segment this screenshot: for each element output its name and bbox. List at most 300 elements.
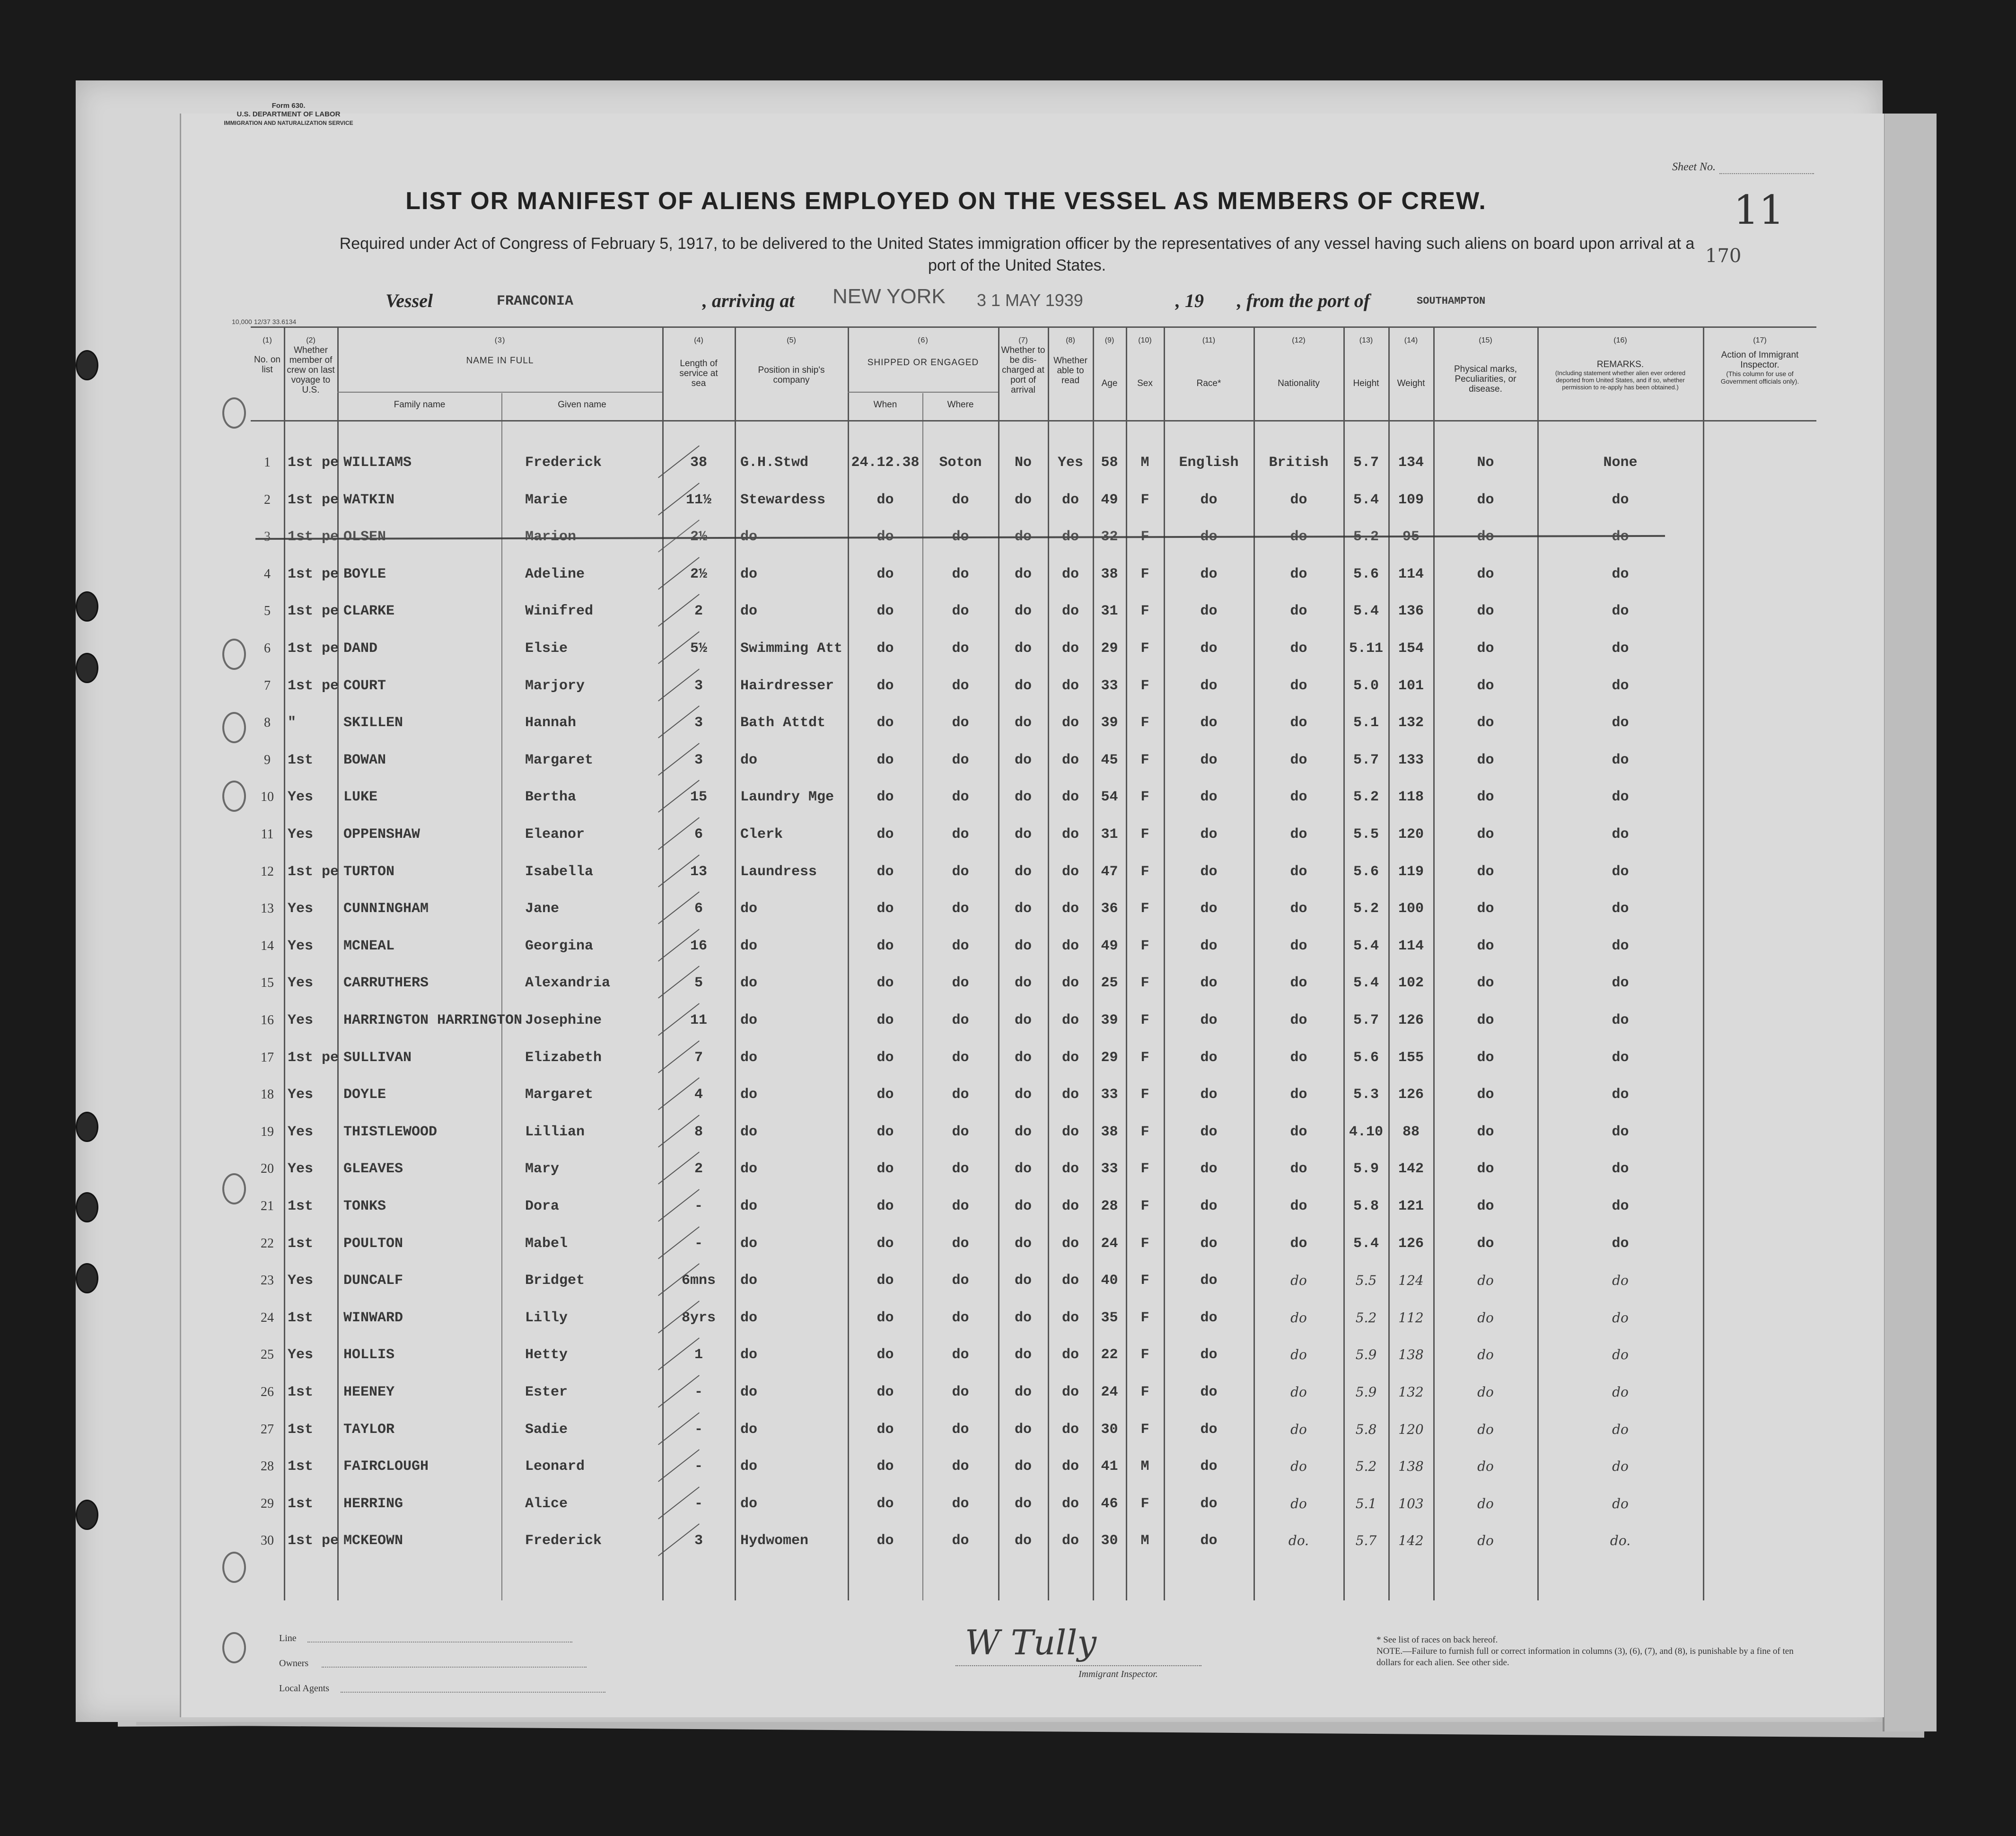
cell-nat: do: [1290, 1384, 1307, 1400]
cell-position: Clerk: [740, 826, 783, 843]
cell-where: do: [952, 1161, 969, 1177]
cell-race: do: [1200, 1533, 1218, 1549]
cell-position: do: [740, 1012, 758, 1028]
cell-sex: F: [1140, 715, 1149, 731]
table-row: [251, 668, 1816, 704]
cell-position: do: [740, 566, 758, 582]
cell-sex: M: [1140, 1458, 1149, 1475]
manifest-table: [251, 326, 1816, 1600]
cell-marks: do: [1477, 789, 1494, 806]
cell-where: do: [952, 1347, 969, 1363]
cell-sex: M: [1140, 455, 1149, 471]
cell-sex: F: [1140, 1273, 1149, 1289]
cell-sex: F: [1140, 529, 1149, 545]
header-col-12: (12) Nationality: [1278, 336, 1320, 388]
cell-no: 20: [261, 1161, 274, 1177]
cell-nat: do: [1290, 938, 1307, 954]
cell-when: do: [877, 1309, 894, 1326]
cell-height: 5.4: [1353, 603, 1379, 620]
cell-weight: 112: [1398, 1309, 1424, 1326]
cell-weight: 132: [1398, 715, 1424, 731]
cell-family: MCNEAL: [343, 938, 395, 954]
cell-weight: 101: [1398, 677, 1424, 694]
cell-where: do: [952, 566, 969, 582]
cell-sex: F: [1140, 603, 1149, 620]
cell-given: Dora: [525, 1198, 560, 1214]
cell-read: do: [1061, 863, 1079, 880]
cell-nat: do: [1290, 1198, 1307, 1214]
cell-family: THISTLEWOOD: [343, 1124, 438, 1140]
cell-read: do: [1061, 1495, 1079, 1512]
cell-age: 41: [1101, 1458, 1118, 1475]
cell-position: do: [740, 1309, 758, 1326]
cell-nat: do: [1290, 1087, 1307, 1103]
cell-service: 2½: [690, 529, 707, 545]
cell-read: do: [1061, 975, 1079, 992]
cell-read: do: [1061, 715, 1079, 731]
cell-last: 1st pe: [288, 677, 339, 694]
cell-service: 3: [694, 715, 703, 731]
cell-read: do: [1061, 1458, 1079, 1475]
cell-given: Frederick: [525, 1533, 602, 1549]
cell-last: 1st pe: [288, 529, 339, 545]
cell-family: LUKE: [343, 789, 378, 806]
cell-age: 30: [1101, 1533, 1118, 1549]
cell-disch: do: [1014, 1458, 1032, 1475]
cell-height: 5.4: [1353, 975, 1379, 992]
cell-age: 33: [1101, 1161, 1118, 1177]
cell-marks: do: [1477, 492, 1494, 508]
punch-hole: [76, 350, 98, 380]
cell-age: 33: [1101, 677, 1118, 694]
cell-when: do: [877, 1458, 894, 1475]
cell-age: 32: [1101, 529, 1118, 545]
cell-last: 1st pe: [288, 641, 339, 657]
cell-remarks: None: [1603, 455, 1638, 471]
inspector-line: [955, 1665, 1201, 1666]
cell-when: do: [877, 566, 894, 582]
cell-age: 30: [1101, 1421, 1118, 1438]
header-col-3b: Given name: [558, 400, 606, 410]
cell-position: do: [740, 1161, 758, 1177]
cell-no: 4: [264, 566, 271, 581]
cell-marks: do: [1477, 677, 1494, 694]
cell-weight: 109: [1398, 492, 1424, 508]
cell-sex: F: [1140, 1421, 1149, 1438]
cell-remarks: do: [1612, 1347, 1629, 1363]
cell-marks: do: [1477, 1458, 1494, 1475]
punch-hole: [76, 653, 98, 683]
cell-nat: do.: [1288, 1533, 1309, 1549]
cell-position: Bath Attdt: [740, 715, 826, 731]
cell-nat: do: [1290, 1161, 1307, 1177]
cell-service: 2: [694, 1161, 703, 1177]
cell-disch: do: [1014, 1533, 1032, 1549]
cell-race: do: [1200, 566, 1218, 582]
cell-read: do: [1061, 1347, 1079, 1363]
cell-nat: do: [1290, 1495, 1307, 1511]
cell-where: Soton: [939, 455, 982, 471]
vessel-label: Vessel: [386, 290, 433, 311]
sheet-number-handwritten: 11: [1734, 187, 1784, 233]
cell-disch: No: [1014, 455, 1032, 471]
cell-sex: F: [1140, 641, 1149, 657]
cell-remarks: do: [1612, 1309, 1629, 1326]
cell-where: do: [952, 1309, 969, 1326]
cell-family: CARRUTHERS: [343, 975, 429, 992]
cell-read: do: [1061, 641, 1079, 657]
cell-marks: do: [1477, 1533, 1494, 1549]
punch-hole: [76, 1500, 98, 1530]
cell-nat: do: [1290, 1421, 1307, 1437]
cell-disch: do: [1014, 1198, 1032, 1214]
cell-height: 5.8: [1355, 1421, 1377, 1437]
service: IMMIGRATION AND NATURALIZATION SERVICE: [224, 120, 353, 126]
cell-where: do: [952, 1273, 969, 1289]
cell-race: do: [1200, 1458, 1218, 1475]
cell-sex: F: [1140, 938, 1149, 954]
cell-position: do: [740, 1421, 758, 1438]
cell-read: do: [1061, 1161, 1079, 1177]
cell-remarks: do: [1612, 1124, 1629, 1140]
cell-disch: do: [1014, 1087, 1032, 1103]
cell-family: GLEAVES: [343, 1161, 403, 1177]
cell-marks: do: [1477, 938, 1494, 954]
table-row: [251, 704, 1816, 741]
cell-last: 1st pe: [288, 603, 339, 620]
cell-race: do: [1200, 715, 1218, 731]
cell-read: do: [1061, 1049, 1079, 1066]
cell-marks: do: [1477, 715, 1494, 731]
cell-marks: do: [1477, 641, 1494, 657]
table-row: [251, 890, 1816, 927]
cell-last: Yes: [288, 938, 314, 954]
cell-age: 49: [1101, 938, 1118, 954]
cell-remarks: do.: [1610, 1533, 1631, 1549]
cell-nat: do: [1290, 1273, 1307, 1289]
cell-service: -: [694, 1458, 703, 1475]
cell-when: do: [877, 641, 894, 657]
cell-remarks: do: [1612, 1161, 1629, 1177]
cell-position: do: [740, 1124, 758, 1140]
cell-nat: do: [1290, 529, 1307, 545]
cell-where: do: [952, 1012, 969, 1028]
cell-race: English: [1179, 455, 1239, 471]
cell-height: 5.2: [1353, 789, 1379, 806]
table-row: [251, 482, 1816, 518]
cell-family: HOLLIS: [343, 1347, 395, 1363]
cell-weight: 100: [1398, 901, 1424, 917]
cell-service: 3: [694, 1533, 703, 1549]
header-col-17: (17) Action of Immigrant Inspector. (This column for use of Government officials only).: [1720, 336, 1799, 385]
cell-position: do: [740, 529, 758, 545]
cell-where: do: [952, 641, 969, 657]
cell-height: 5.0: [1353, 677, 1379, 694]
table-row: [251, 1374, 1816, 1411]
cell-height: 5.6: [1353, 1049, 1379, 1066]
cell-weight: 114: [1398, 566, 1424, 582]
header-col-4: (4) Length of service at sea: [679, 336, 718, 388]
date-stamp: 3 1 MAY 1939: [977, 290, 1083, 310]
cell-sex: F: [1140, 1161, 1149, 1177]
table-row: [251, 518, 1816, 555]
header-col-7: (7) Whether to be dis-charged at port of arrival: [1001, 336, 1045, 395]
cell-marks: do: [1477, 1012, 1494, 1028]
cell-marks: do: [1477, 826, 1494, 843]
table-row: [251, 965, 1816, 1001]
cell-where: do: [952, 1049, 969, 1066]
cell-nat: do: [1290, 975, 1307, 992]
cell-age: 39: [1101, 715, 1118, 731]
cell-race: do: [1200, 1087, 1218, 1103]
cell-remarks: do: [1612, 1458, 1629, 1475]
cell-read: do: [1061, 677, 1079, 694]
punch-hole: [222, 712, 246, 743]
punch-hole: [222, 781, 246, 812]
cell-weight: 136: [1398, 603, 1424, 620]
punch-hole: [222, 1173, 246, 1204]
cell-nat: do: [1290, 1309, 1307, 1326]
cell-marks: do: [1477, 1049, 1494, 1066]
cell-marks: do: [1477, 603, 1494, 620]
cell-race: do: [1200, 1495, 1218, 1512]
cell-position: do: [740, 1384, 758, 1400]
cell-remarks: do: [1612, 1384, 1629, 1400]
cell-no: 22: [261, 1236, 274, 1251]
cell-remarks: do: [1612, 1273, 1629, 1289]
cell-no: 13: [261, 901, 274, 916]
cell-given: Hetty: [525, 1347, 568, 1363]
cell-weight: 121: [1398, 1198, 1424, 1214]
cell-nat: do: [1290, 603, 1307, 620]
cell-race: do: [1200, 1421, 1218, 1438]
punch-hole: [222, 1632, 246, 1663]
cell-when: do: [877, 938, 894, 954]
cell-no: 14: [261, 938, 274, 953]
cell-no: 30: [261, 1533, 274, 1548]
cell-disch: do: [1014, 1161, 1032, 1177]
punch-hole: [76, 1112, 98, 1142]
cell-age: 22: [1101, 1347, 1118, 1363]
cell-race: do: [1200, 492, 1218, 508]
cell-height: 5.4: [1353, 492, 1379, 508]
cell-given: Jane: [525, 901, 560, 917]
cell-when: 24.12.38: [851, 455, 920, 471]
cell-remarks: do: [1612, 938, 1629, 954]
cell-when: do: [877, 1347, 894, 1363]
cell-height: 5.7: [1353, 752, 1379, 768]
cell-remarks: do: [1612, 901, 1629, 917]
cell-disch: do: [1014, 826, 1032, 843]
cell-age: 35: [1101, 1309, 1118, 1326]
cell-marks: do: [1477, 1347, 1494, 1363]
cell-when: do: [877, 603, 894, 620]
cell-given: Josephine: [525, 1012, 602, 1028]
cell-service: 3: [694, 677, 703, 694]
cell-last: 1st: [288, 1384, 314, 1400]
cell-position: do: [740, 975, 758, 992]
cell-remarks: do: [1612, 1087, 1629, 1103]
cell-where: do: [952, 1421, 969, 1438]
cell-marks: do: [1477, 1198, 1494, 1214]
cell-where: do: [952, 1124, 969, 1140]
cell-race: do: [1200, 826, 1218, 843]
cell-disch: do: [1014, 1347, 1032, 1363]
cell-race: do: [1200, 1012, 1218, 1028]
local-agents-label: Local Agents: [279, 1683, 330, 1694]
cell-age: 29: [1101, 1049, 1118, 1066]
cell-remarks: do: [1612, 975, 1629, 992]
cell-weight: 102: [1398, 975, 1424, 992]
cell-position: do: [740, 752, 758, 768]
cell-weight: 138: [1398, 1458, 1424, 1475]
cell-sex: F: [1140, 1049, 1149, 1066]
cell-service: 7: [694, 1049, 703, 1066]
cell-given: Margaret: [525, 752, 594, 768]
cell-no: 8: [264, 715, 271, 730]
cell-marks: do: [1477, 1087, 1494, 1103]
cell-race: do: [1200, 677, 1218, 694]
cell-given: Ester: [525, 1384, 568, 1400]
cell-weight: 142: [1398, 1161, 1424, 1177]
cell-where: do: [952, 938, 969, 954]
cell-family: TURTON: [343, 863, 395, 880]
cell-last: Yes: [288, 901, 314, 917]
cell-no: 1: [264, 455, 271, 470]
cell-disch: do: [1014, 975, 1032, 992]
cell-last: 1st pe: [288, 566, 339, 582]
header-col-6a: When: [873, 400, 897, 410]
cell-nat: do: [1290, 826, 1307, 843]
cell-height: 5.2: [1353, 529, 1379, 545]
cell-sex: F: [1140, 1384, 1149, 1400]
table-row: [251, 1002, 1816, 1039]
cell-read: do: [1061, 1087, 1079, 1103]
cell-weight: 120: [1398, 826, 1424, 843]
cell-service: -: [694, 1235, 703, 1252]
cell-remarks: do: [1612, 603, 1629, 620]
cell-remarks: do: [1612, 752, 1629, 768]
cell-no: 27: [261, 1422, 274, 1437]
cell-no: 2: [264, 492, 271, 507]
cell-when: do: [877, 826, 894, 843]
cell-given: Alexandria: [525, 975, 611, 992]
cell-position: do: [740, 1273, 758, 1289]
cell-last: 1st pe: [288, 1049, 339, 1066]
cell-read: do: [1061, 1384, 1079, 1400]
footnote-races: * See list of races on back hereof.: [1376, 1635, 1498, 1645]
cell-race: do: [1200, 863, 1218, 880]
cell-position: Swimming Att: [740, 641, 843, 657]
header-col-8: (8) Whether able to read: [1053, 336, 1087, 386]
cell-given: Bridget: [525, 1273, 585, 1289]
cell-sex: F: [1140, 752, 1149, 768]
cell-disch: do: [1014, 901, 1032, 917]
cell-where: do: [952, 1198, 969, 1214]
cell-sex: F: [1140, 863, 1149, 880]
cell-last: Yes: [288, 975, 314, 992]
cell-race: do: [1200, 1049, 1218, 1066]
cell-family: BOYLE: [343, 566, 386, 582]
cell-no: 23: [261, 1273, 274, 1288]
cell-where: do: [952, 1087, 969, 1103]
cell-position: do: [740, 1347, 758, 1363]
cell-disch: do: [1014, 1012, 1032, 1028]
cell-when: do: [877, 1384, 894, 1400]
cell-no: 10: [261, 790, 274, 805]
cell-sex: F: [1140, 789, 1149, 806]
cell-last: Yes: [288, 789, 314, 806]
cell-disch: do: [1014, 566, 1032, 582]
cell-last: 1st: [288, 1495, 314, 1512]
cell-height: 5.1: [1353, 715, 1379, 731]
cell-where: do: [952, 1235, 969, 1252]
cell-given: Adeline: [525, 566, 585, 582]
local-agents-field: [341, 1692, 605, 1693]
line-field: [307, 1642, 572, 1643]
cell-service: 6: [694, 901, 703, 917]
cell-no: 18: [261, 1087, 274, 1102]
cell-weight: 120: [1398, 1421, 1424, 1437]
cell-when: do: [877, 529, 894, 545]
cell-nat: do: [1290, 1347, 1307, 1363]
cell-last: 1st: [288, 1198, 314, 1214]
cell-disch: do: [1014, 789, 1032, 806]
cell-given: Marie: [525, 492, 568, 508]
cell-when: do: [877, 1421, 894, 1438]
cell-age: 38: [1101, 566, 1118, 582]
punch-hole: [76, 1192, 98, 1222]
cell-family: DUNCALF: [343, 1273, 403, 1289]
cell-remarks: do: [1612, 1049, 1629, 1066]
cell-race: do: [1200, 752, 1218, 768]
cell-marks: do: [1477, 1161, 1494, 1177]
cell-when: do: [877, 975, 894, 992]
cell-position: do: [740, 1495, 758, 1512]
cell-race: do: [1200, 641, 1218, 657]
cell-sex: M: [1140, 1533, 1149, 1549]
cell-last: 1st: [288, 752, 314, 768]
cell-race: do: [1200, 789, 1218, 806]
cell-where: do: [952, 901, 969, 917]
cell-position: Hairdresser: [740, 677, 834, 694]
cell-disch: do: [1014, 1309, 1032, 1326]
cell-nat: do: [1290, 863, 1307, 880]
cell-disch: do: [1014, 1421, 1032, 1438]
cell-family: TONKS: [343, 1198, 386, 1214]
cell-when: do: [877, 677, 894, 694]
cell-marks: No: [1477, 455, 1494, 471]
cell-read: do: [1061, 1012, 1079, 1028]
cell-service: 2½: [690, 566, 707, 582]
cell-race: do: [1200, 1198, 1218, 1214]
table-row: [251, 853, 1816, 890]
page-subtitle: Required under Act of Congress of February 5, 1917, to be delivered to the United States immigration officer by the representatives of any vessel having such aliens on board upon arrival at a port of the United States.: [339, 235, 1695, 274]
cell-sex: F: [1140, 492, 1149, 508]
cell-service: -: [694, 1198, 703, 1214]
cell-when: do: [877, 1012, 894, 1028]
cell-disch: do: [1014, 1235, 1032, 1252]
cell-sex: F: [1140, 677, 1149, 694]
header-col-1: (1) No. on list: [254, 336, 280, 375]
cell-marks: do: [1477, 752, 1494, 768]
cell-height: 5.9: [1355, 1384, 1377, 1400]
cell-when: do: [877, 715, 894, 731]
punch-hole: [76, 591, 98, 622]
cell-where: do: [952, 752, 969, 768]
table-row: [251, 556, 1816, 593]
cell-read: do: [1061, 1533, 1079, 1549]
